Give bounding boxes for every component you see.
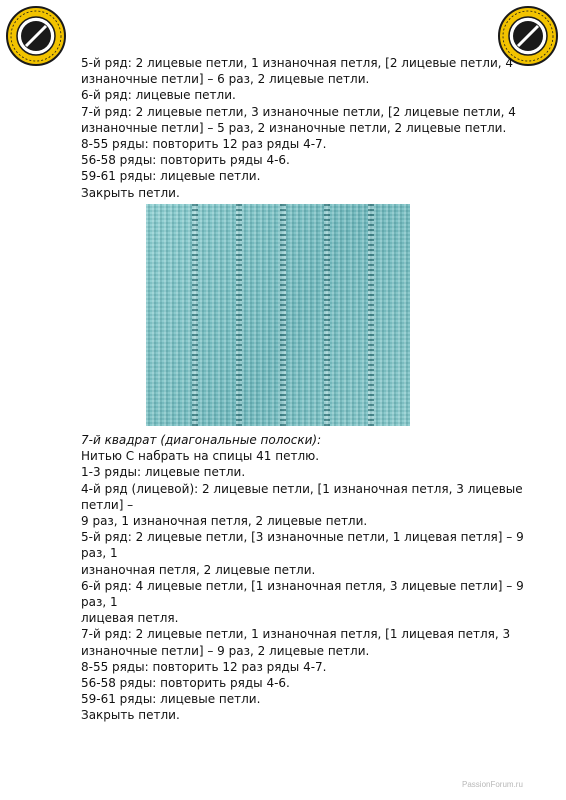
section-heading: 7-й квадрат (диагональные полоски):: [81, 433, 322, 447]
text-line: изнаночные петли] – 5 раз, 2 изнаночные петли, 2 лицевые петли.: [81, 120, 507, 135]
text-line: 7-й ряд: 2 лицевые петли, 1 изнаночная петля, [1 лицевая петля, 3: [81, 627, 511, 642]
text-line: Закрыть петли.: [81, 185, 180, 200]
rib-stripe: [192, 204, 198, 426]
text-line: 9 раз, 1 изнаночная петля, 2 лицевые петли.: [81, 514, 368, 529]
text-line: изнаночные петли] – 6 раз, 2 лицевые петли.: [81, 72, 370, 87]
rib-stripe: [280, 204, 286, 426]
text-line: 56-58 ряды: повторить ряды 4-6.: [81, 153, 290, 168]
text-line: 5-й ряд: 2 лицевые петли, 1 изнаночная петля, [2 лицевые петли, 4: [81, 56, 514, 70]
text-line: 59-61 ряды: лицевые петли.: [81, 169, 261, 184]
text-line: 5-й ряд: 2 лицевые петли, [3 изнаночные петли, 1 лицевая петля] – 9 раз, 1: [81, 530, 524, 561]
knit-swatch-photo: [146, 204, 410, 426]
text-line: 6-й ряд: 4 лицевые петли, [1 изнаночная петля, 3 лицевые петли] – 9 раз, 1: [81, 578, 524, 610]
text-line: изнаночные петли] – 9 раз, 2 лицевые петли.: [81, 643, 370, 658]
rib-stripe: [324, 204, 330, 426]
rib-stripe: [236, 204, 242, 426]
site-watermark: PassionForum.ru: [462, 780, 523, 789]
pdf-stamp-icon: [8, 8, 64, 64]
text-line: 7-й ряд: 2 лицевые петли, 3 изнаночные петли, [2 лицевые петли, 4: [81, 104, 516, 119]
text-line: лицевая петля.: [81, 611, 179, 626]
instructions-bottom: [81, 432, 533, 724]
text-line: Нитью С набрать на спицы 41 петлю.: [81, 449, 320, 464]
rib-stripe: [368, 204, 374, 426]
text-line: 6-й ряд: лицевые петли.: [81, 88, 236, 103]
text-line: 4-й ряд (лицевой): 2 лицевые петли, [1 изнаночная петля, 3 лицевые петли] –: [81, 481, 523, 512]
text-line: 56-58 ряды: повторить ряды 4-6.: [81, 676, 290, 691]
text-line: 59-61 ряды: лицевые петли.: [81, 692, 261, 707]
text-line: 1-3 ряды: лицевые петли.: [81, 465, 246, 480]
text-line: 8-55 ряды: повторить 12 раз ряды 4-7.: [81, 659, 327, 674]
text-line: 8-55 ряды: повторить 12 раз ряды 4-7.: [81, 137, 327, 152]
text-line: Закрыть петли.: [81, 708, 180, 723]
text-line: изнаночная петля, 2 лицевые петли.: [81, 562, 316, 577]
pdf-stamp-left: [6, 6, 66, 66]
instructions-top: [81, 55, 533, 201]
